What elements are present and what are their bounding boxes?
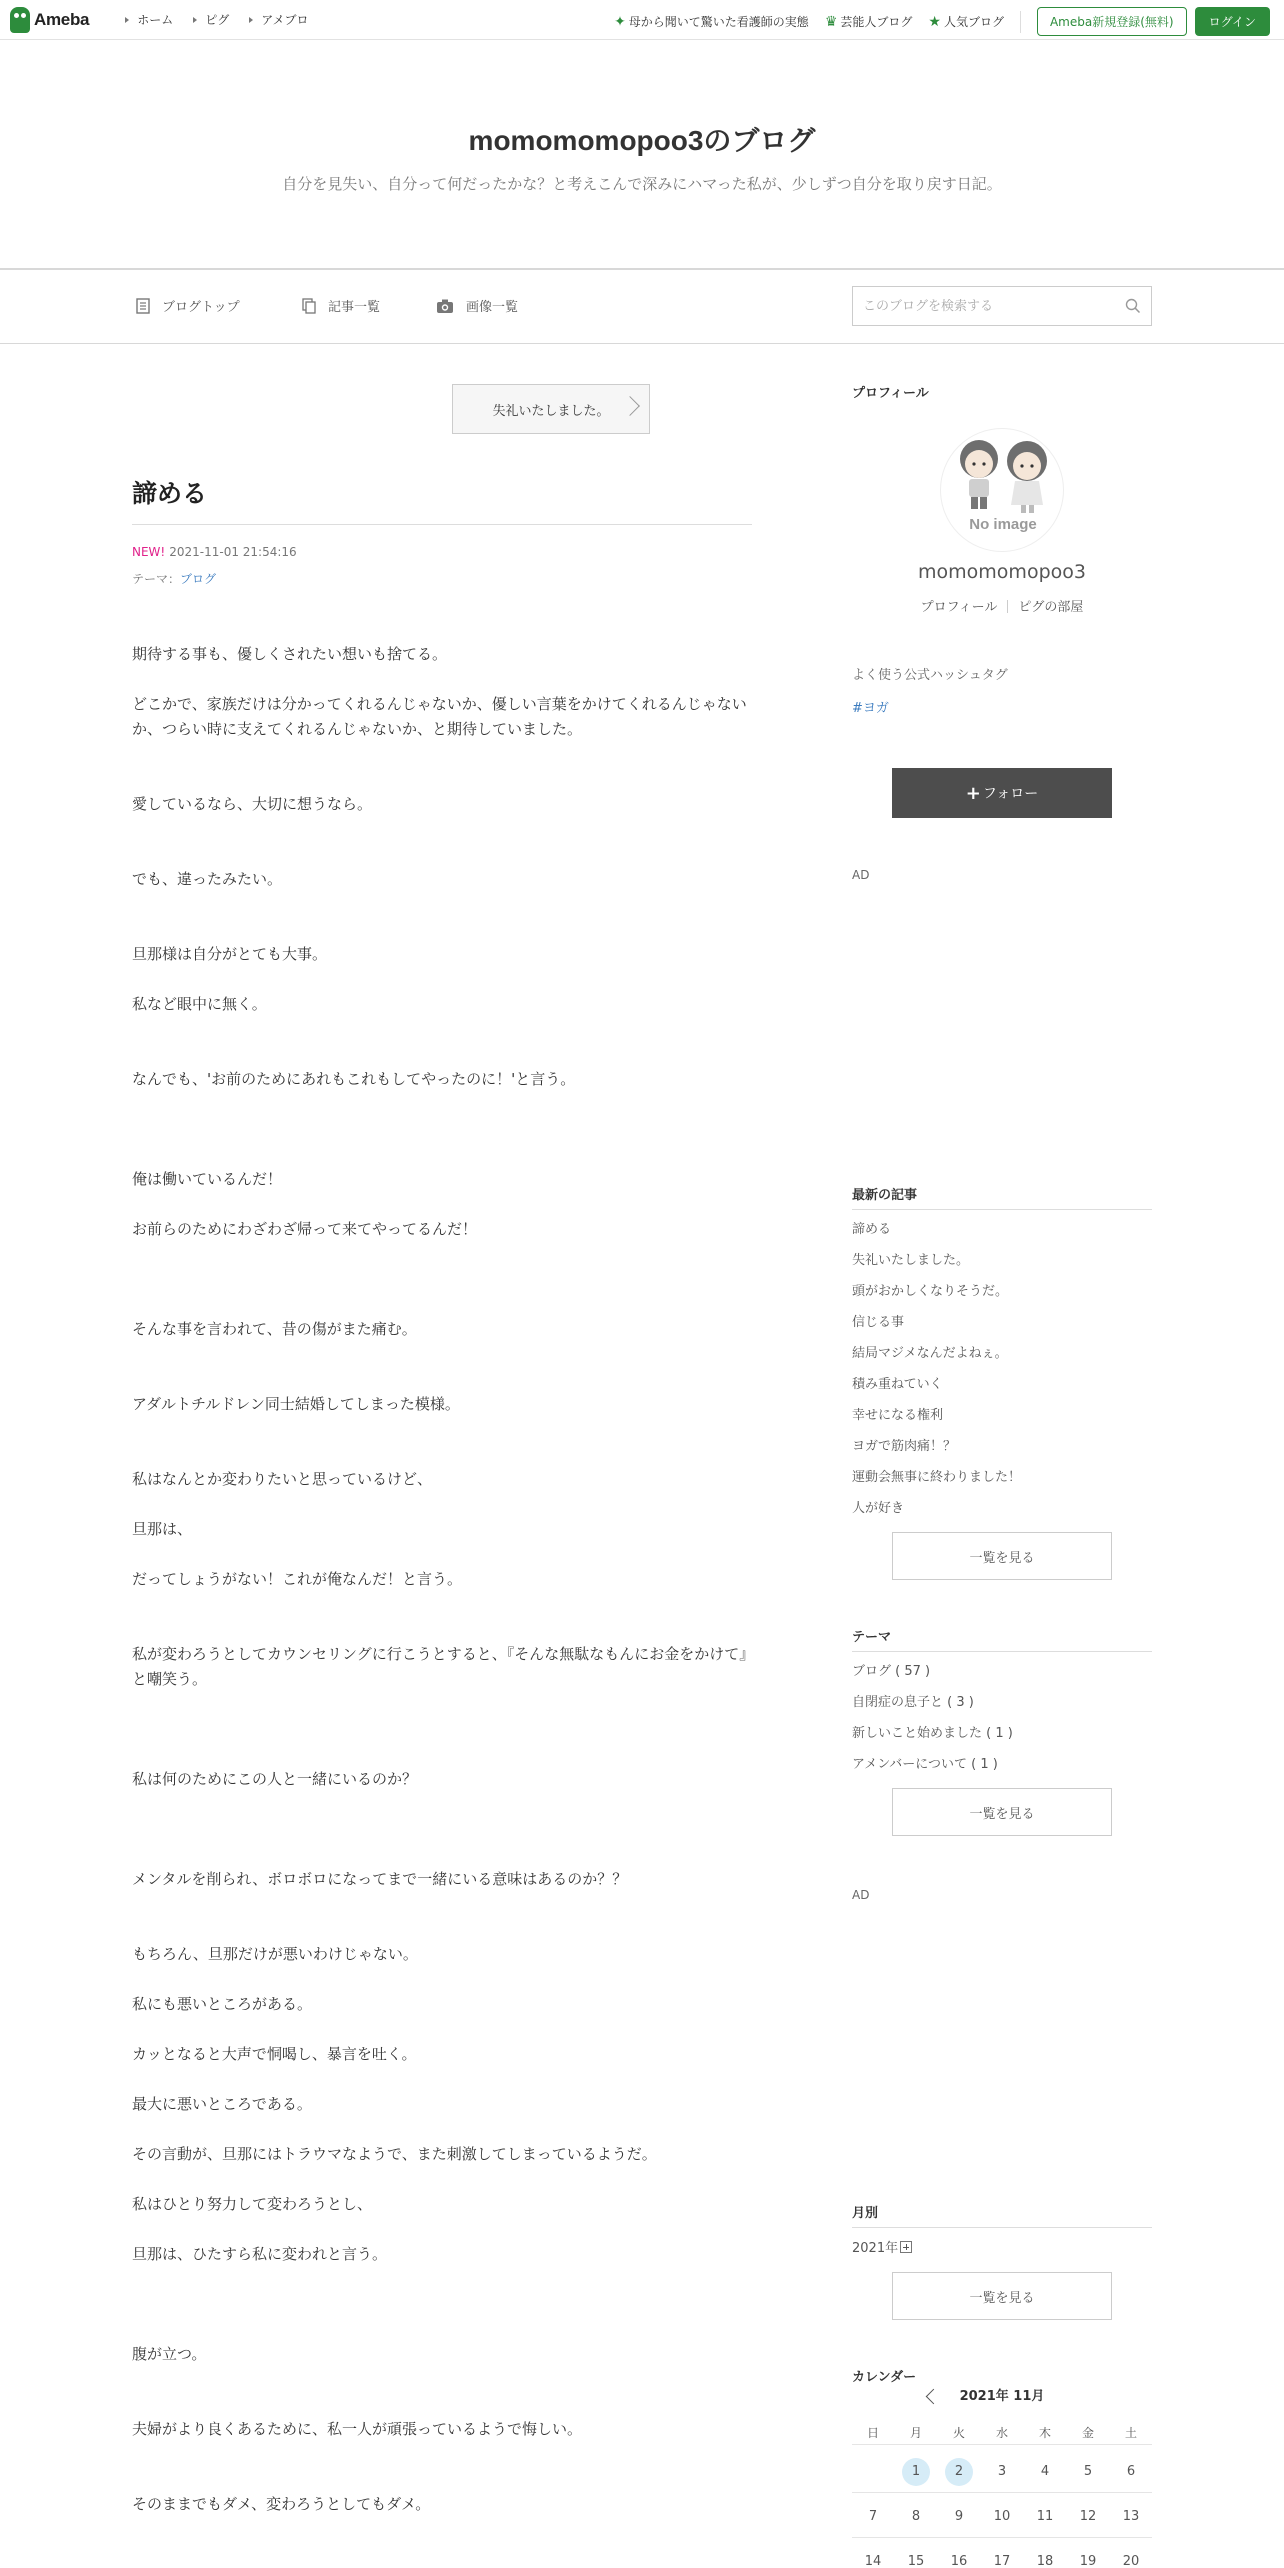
theme-link[interactable]: ブログ ( 57 )	[852, 1664, 931, 1679]
article-paragraph: もちろん、旦那だけが悪いわけじゃない。	[132, 1945, 418, 1963]
previous-entry-label: 失礼いたしました。	[492, 403, 610, 419]
article-paragraph: 私はひとり努力して変わろうとし、	[132, 2195, 373, 2213]
star-icon: ✦	[614, 13, 626, 30]
global-header-right	[598, 7, 1270, 36]
article-paragraph: アダルトチルドレン同士結婚してしまった模様。	[132, 1395, 460, 1413]
article-paragraph: 私はなんとか変わりたいと思っているけど、	[132, 1470, 433, 1488]
theme-link[interactable]: アメンバーについて ( 1 )	[852, 1757, 998, 1772]
calendar-day-with-entry[interactable]: 1	[895, 2458, 937, 2486]
calendar-month-label: 2021年 11月	[959, 2389, 1045, 2404]
calendar-day: 8	[911, 2509, 921, 2524]
article-paragraph: どこかで、家族だけは分かってくれるんじゃないか、優しい言葉をかけてくれるんじゃないか、つらい時に支えてくれるんじゃないか、と期待していました。	[132, 695, 747, 738]
calendar-day: 16	[950, 2554, 968, 2568]
star-icon: ★	[928, 13, 941, 30]
article-paragraph: 夫婦がより良くあるために、私一人が頑張っているようで悔しい。	[132, 2420, 583, 2438]
theme-link[interactable]: 自閉症の息子と ( 3 )	[852, 1695, 974, 1710]
article-datetime: 2021-11-01 21:54:16	[169, 545, 297, 559]
latest-entry-link[interactable]: 諦める	[852, 1222, 892, 1237]
monthly-year-row[interactable]	[852, 2237, 912, 2256]
header-link-popular-blog[interactable]: ★ 人気ブログ	[928, 13, 1004, 30]
article-paragraph: そのままでもダメ、変わろうとしてもダメ。	[132, 2495, 431, 2513]
triangle-right-icon	[249, 17, 253, 23]
calendar-divider	[852, 2537, 1152, 2538]
article-paragraph: 旦那は、ひたすら私に変われと言う。	[132, 2245, 388, 2263]
ameba-logo[interactable]	[10, 7, 89, 33]
ad-label: AD	[852, 868, 870, 882]
article-paragraph: 期待する事も、優しくされたい想いも捨てる。	[132, 645, 448, 663]
no-image-avatar-illustration	[941, 429, 1064, 552]
global-nav-ameblo[interactable]: アメブロ	[249, 11, 308, 28]
blog-search-input[interactable]	[863, 299, 1125, 314]
calendar-day: 9	[954, 2509, 964, 2524]
plus-icon: +	[965, 782, 981, 804]
calendar-day: 20	[1122, 2554, 1140, 2568]
ad-label: AD	[852, 1888, 870, 1902]
calendar-day: 18	[1036, 2554, 1054, 2568]
crown-icon: ♛	[824, 13, 838, 30]
global-nav	[105, 11, 308, 28]
article-meta	[132, 545, 297, 559]
blog-nav-top-label: ブログトップ	[162, 300, 240, 315]
follow-button[interactable]	[892, 768, 1112, 818]
article-paragraph: 最大に悪いところである。	[132, 2095, 312, 2113]
document-icon	[136, 298, 150, 314]
avatar[interactable]	[940, 428, 1064, 552]
article-paragraph: 俺は働いているんだ！	[132, 1170, 283, 1188]
expand-plus-icon[interactable]	[900, 2241, 912, 2253]
profile-links-divider	[1007, 600, 1008, 613]
blog-description: 自分を見失い、自分って何だったかな？と考えこんで深みにハマった私が、少しずつ自分を取り戻す日記。	[282, 175, 1002, 193]
previous-entry-button[interactable]	[452, 384, 650, 434]
monthly-more-button[interactable]: 一覧を見る	[892, 2272, 1112, 2320]
follow-label: フォロー	[982, 786, 1039, 802]
blog-nav-entries[interactable]	[302, 296, 380, 315]
latest-entry-link[interactable]: ヨガで筋肉痛！？	[852, 1439, 957, 1454]
theme-link[interactable]: 新しいこと始めました ( 1 )	[852, 1726, 1013, 1741]
ameba-global-header	[0, 0, 1284, 40]
blog-nav-entries-label: 記事一覧	[328, 300, 381, 315]
article-paragraph: 私など眼中に無く。	[132, 995, 267, 1013]
calendar-day: 5	[1083, 2464, 1093, 2479]
calendar-divider	[852, 2444, 1152, 2445]
latest-entry-link[interactable]: 幸せになる権利	[852, 1408, 944, 1423]
calendar-day: 11	[1036, 2509, 1054, 2524]
profile-link[interactable]: プロフィール	[920, 600, 998, 615]
blog-title[interactable]: momomomopoo3のブログ	[468, 125, 816, 156]
article-paragraph: だってしょうがない！これが俺なんだ！と言う。	[132, 1570, 463, 1588]
article-paragraph: 旦那は、	[132, 1520, 193, 1538]
chevron-right-icon	[620, 396, 640, 416]
calendar-day: 13	[1122, 2509, 1140, 2524]
profile-name[interactable]: momomomopoo3	[918, 561, 1086, 583]
article-paragraph: その言動が、旦那にはトラウマなようで、また刺激してしまっているようだ。	[132, 2145, 657, 2163]
header-divider	[1020, 11, 1021, 33]
calendar-day: 17	[993, 2554, 1011, 2568]
article-theme-link[interactable]: ブログ	[180, 572, 217, 586]
register-button[interactable]: Ameba新規登録(無料)	[1037, 7, 1187, 36]
calendar-dow: 金	[1081, 2426, 1094, 2440]
article-paragraph: 旦那様は自分がとても大事。	[132, 945, 328, 963]
ameba-logo-text: Ameba	[34, 9, 90, 29]
global-nav-home[interactable]: ホーム	[125, 11, 173, 28]
calendar-day: 6	[1126, 2464, 1136, 2479]
calendar-day: 7	[868, 2509, 878, 2524]
calendar-day: 12	[1079, 2509, 1097, 2524]
blog-nav-top[interactable]	[136, 296, 240, 315]
themes-more-button[interactable]: 一覧を見る	[892, 1788, 1112, 1836]
latest-entries-heading: 最新の記事	[852, 1184, 1152, 1210]
latest-entry-link[interactable]: 結局マジメなんだよねぇ。	[852, 1346, 1008, 1361]
monthly-year-label: 2021年	[852, 2241, 899, 2256]
calendar-dow: 月	[909, 2426, 922, 2440]
calendar-day: 10	[993, 2509, 1011, 2524]
latest-entry-link[interactable]: 信じる事	[852, 1315, 905, 1330]
article-paragraph: 私は何のためにこの人と一緒にいるのか？	[132, 1770, 418, 1788]
calendar-dow: 木	[1038, 2426, 1051, 2440]
blog-header	[0, 40, 1284, 270]
profile-links	[852, 596, 1152, 615]
calendar-heading: カレンダー	[852, 2370, 917, 2385]
latest-entries-more-button[interactable]: 一覧を見る	[892, 1532, 1112, 1580]
copy-icon	[302, 298, 316, 314]
calendar-dow: 日	[866, 2426, 879, 2440]
calendar-day: 3	[997, 2464, 1007, 2479]
profile-heading: プロフィール	[852, 386, 929, 401]
calendar-day: 4	[1040, 2464, 1050, 2479]
article-theme: テーマ：ブログ	[132, 572, 217, 586]
search-icon[interactable]	[1125, 298, 1141, 314]
article-paragraph: 私が変わろうとしてカウンセリングに行こうとすると、『そんな無駄なもんにお金をかけて』と嘲笑う。	[132, 1645, 747, 1688]
calendar-day-with-entry[interactable]: 2	[938, 2458, 980, 2486]
header-link-celebrity-blog[interactable]: ♛ 芸能人ブログ	[824, 13, 913, 30]
header-link-nurse-article[interactable]: ✦ 母から聞いて驚いた看護師の実態	[614, 13, 809, 30]
pig-room-link[interactable]: ピグの部屋	[1018, 600, 1084, 615]
calendar-dow: 火	[952, 2426, 965, 2440]
latest-entry-link[interactable]: 運動会無事に終わりました！	[852, 1470, 1022, 1485]
article-paragraph: カッとなると大声で恫喝し、暴言を吐く。	[132, 2045, 417, 2063]
calendar-dow: 土	[1124, 2426, 1137, 2440]
article-paragraph: 腹が立つ。	[132, 2345, 207, 2363]
blog-search	[852, 286, 1152, 326]
latest-entry-link[interactable]: 人が好き	[852, 1501, 905, 1516]
global-nav-pigg[interactable]: ピグ	[193, 11, 229, 28]
triangle-right-icon	[193, 17, 197, 23]
theme-heading: テーマ	[852, 1626, 1152, 1652]
no-image-label: No image	[969, 516, 1037, 533]
calendar-divider	[852, 2492, 1152, 2493]
camera-icon	[436, 298, 454, 314]
calendar-day: 14	[864, 2554, 882, 2568]
triangle-right-icon	[125, 17, 129, 23]
latest-entry-link[interactable]: 失礼いたしました。	[852, 1253, 970, 1268]
hashtag-heading: よく使う公式ハッシュタグ	[852, 668, 1008, 683]
new-badge: NEW!	[132, 545, 166, 559]
article-paragraph: お前らのためにわざわざ帰って来てやってるんだ！	[132, 1220, 478, 1238]
ameba-logo-icon	[10, 7, 30, 33]
calendar-day: 19	[1079, 2554, 1097, 2568]
blog-nav-images[interactable]	[436, 296, 518, 315]
latest-entry-link[interactable]: 頭がおかしくなりそうだ。	[852, 1284, 1009, 1299]
login-button[interactable]: ログイン	[1195, 7, 1270, 36]
article-paragraph: 私にも悪いところがある。	[132, 1995, 313, 2013]
monthly-heading: 月別	[852, 2202, 1152, 2228]
article-title[interactable]: 諦める	[132, 474, 752, 525]
calendar-day: 15	[907, 2554, 925, 2568]
article-paragraph: そんな事を言われて、昔の傷がまた痛む。	[132, 1320, 417, 1338]
article-paragraph: 愛しているなら、大切に想うなら。	[132, 795, 373, 813]
blog-nav	[0, 272, 1284, 344]
latest-entry-link[interactable]: 積み重ねていく	[852, 1377, 943, 1392]
article-paragraph: メンタルを削られ、ボロボロになってまで一緒にいる意味はあるのか？？	[132, 1870, 628, 1888]
blog-nav-images-label: 画像一覧	[466, 300, 519, 315]
hashtag-link[interactable]: #ヨガ	[852, 701, 889, 716]
calendar-dow: 水	[995, 2426, 1008, 2440]
article-paragraph: なんでも、'お前のためにあれもこれもしてやったのに！'と言う。	[132, 1070, 576, 1088]
article-paragraph: でも、違ったみたい。	[132, 870, 283, 888]
